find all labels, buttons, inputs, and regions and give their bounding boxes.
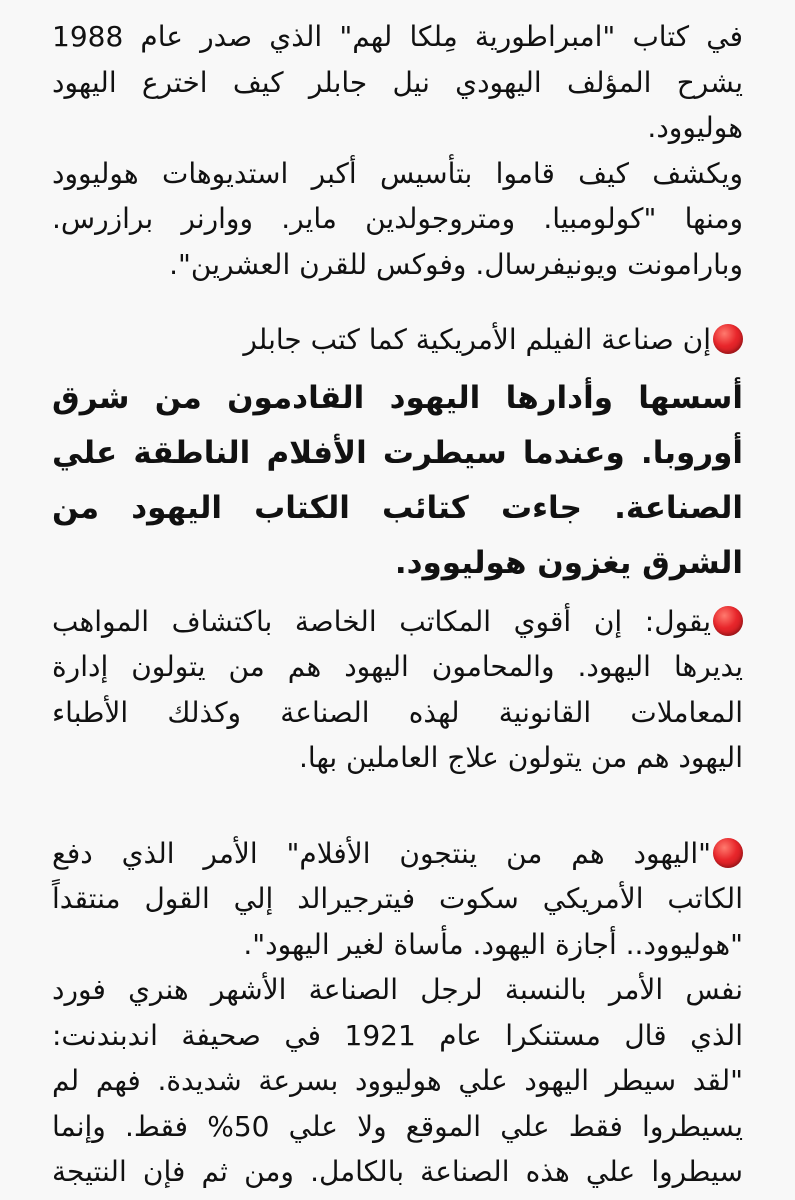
text-line: نفس الأمر بالنسبة لرجل الصناعة الأشهر هنري فورد [52,973,743,1006]
bold-text-line: أوروبا. وعندما سيطرت الأفلام الناطقة علي [52,434,743,471]
text-line: يديرها اليهود. والمحامون اليهود هم من يتولون إدارة [52,650,743,683]
text-line: ويكشف كيف قاموا بتأسيس أكبر استديوهات هوليوود [52,156,743,190]
text-line: سيطروا علي هذه الصناعة بالكامل. ومن ثم فإن النتيجة [52,1155,743,1188]
paragraph-producers [52,831,743,1195]
paragraph-film-industry [52,317,743,591]
text-line [52,831,743,877]
text-line [52,599,743,645]
text-line: وبارامونت ويونيفرسال. وفوكس للقرن العشرين". [169,247,743,281]
text-line: ومنها "كولومبيا. ومتروجولدين ماير. ووارنر برازرس. [52,202,743,235]
bullet-text: "اليهود هم من ينتجون الأفلام" الأمر الذي دفع [52,836,711,870]
bullet-text: يقول: إن أقوي المكاتب الخاصة باكتشاف المواهب [52,604,711,638]
text-line: الذي قال مستنكرا عام 1921 في صحيفة اندبندنت: [52,1018,743,1052]
text-line: في كتاب "امبراطورية مِلكا لهم" الذي صدر عام 1988 [52,20,743,53]
bullet-text: إن صناعة الفيلم الأمريكية كما كتب جابلر [243,323,711,356]
bold-text-line: الشرق يغزون هوليوود. [394,544,743,581]
text-line: هوليوود. [647,111,743,144]
text-line [52,317,743,363]
bold-text-line: الصناعة. جاءت كتائب الكتاب اليهود من [52,489,743,526]
text-line: الكاتب الأمريكي سكوت فيترجيرالد إلي القول منتقداً [52,882,743,915]
text-line: يسيطروا فقط علي الموقع ولا علي 50% فقط. وإنما [52,1109,743,1143]
red-circle-icon [713,324,743,354]
red-circle-icon [713,606,743,636]
red-circle-icon [713,838,743,868]
text-line: يشرح المؤلف اليهودي نيل جابلر كيف اخترع اليهود [52,65,743,99]
text-line: اليهود هم من يتولون علاج العاملين بها. [299,741,743,774]
bold-text-line: أسسها وأدارها اليهود القادمون من شرق [52,379,743,416]
paragraph-agencies [52,599,743,781]
paragraph-book-intro [52,14,743,287]
text-line: "لقد سيطر اليهود علي هوليوود بسرعة شديدة. فهم لم [52,1064,743,1097]
text-line: "هوليوود.. أجازة اليهود. مأساة لغير اليهود". [243,927,743,961]
text-line: المعاملات القانونية لهذه الصناعة وكذلك الأطباء [52,695,743,729]
